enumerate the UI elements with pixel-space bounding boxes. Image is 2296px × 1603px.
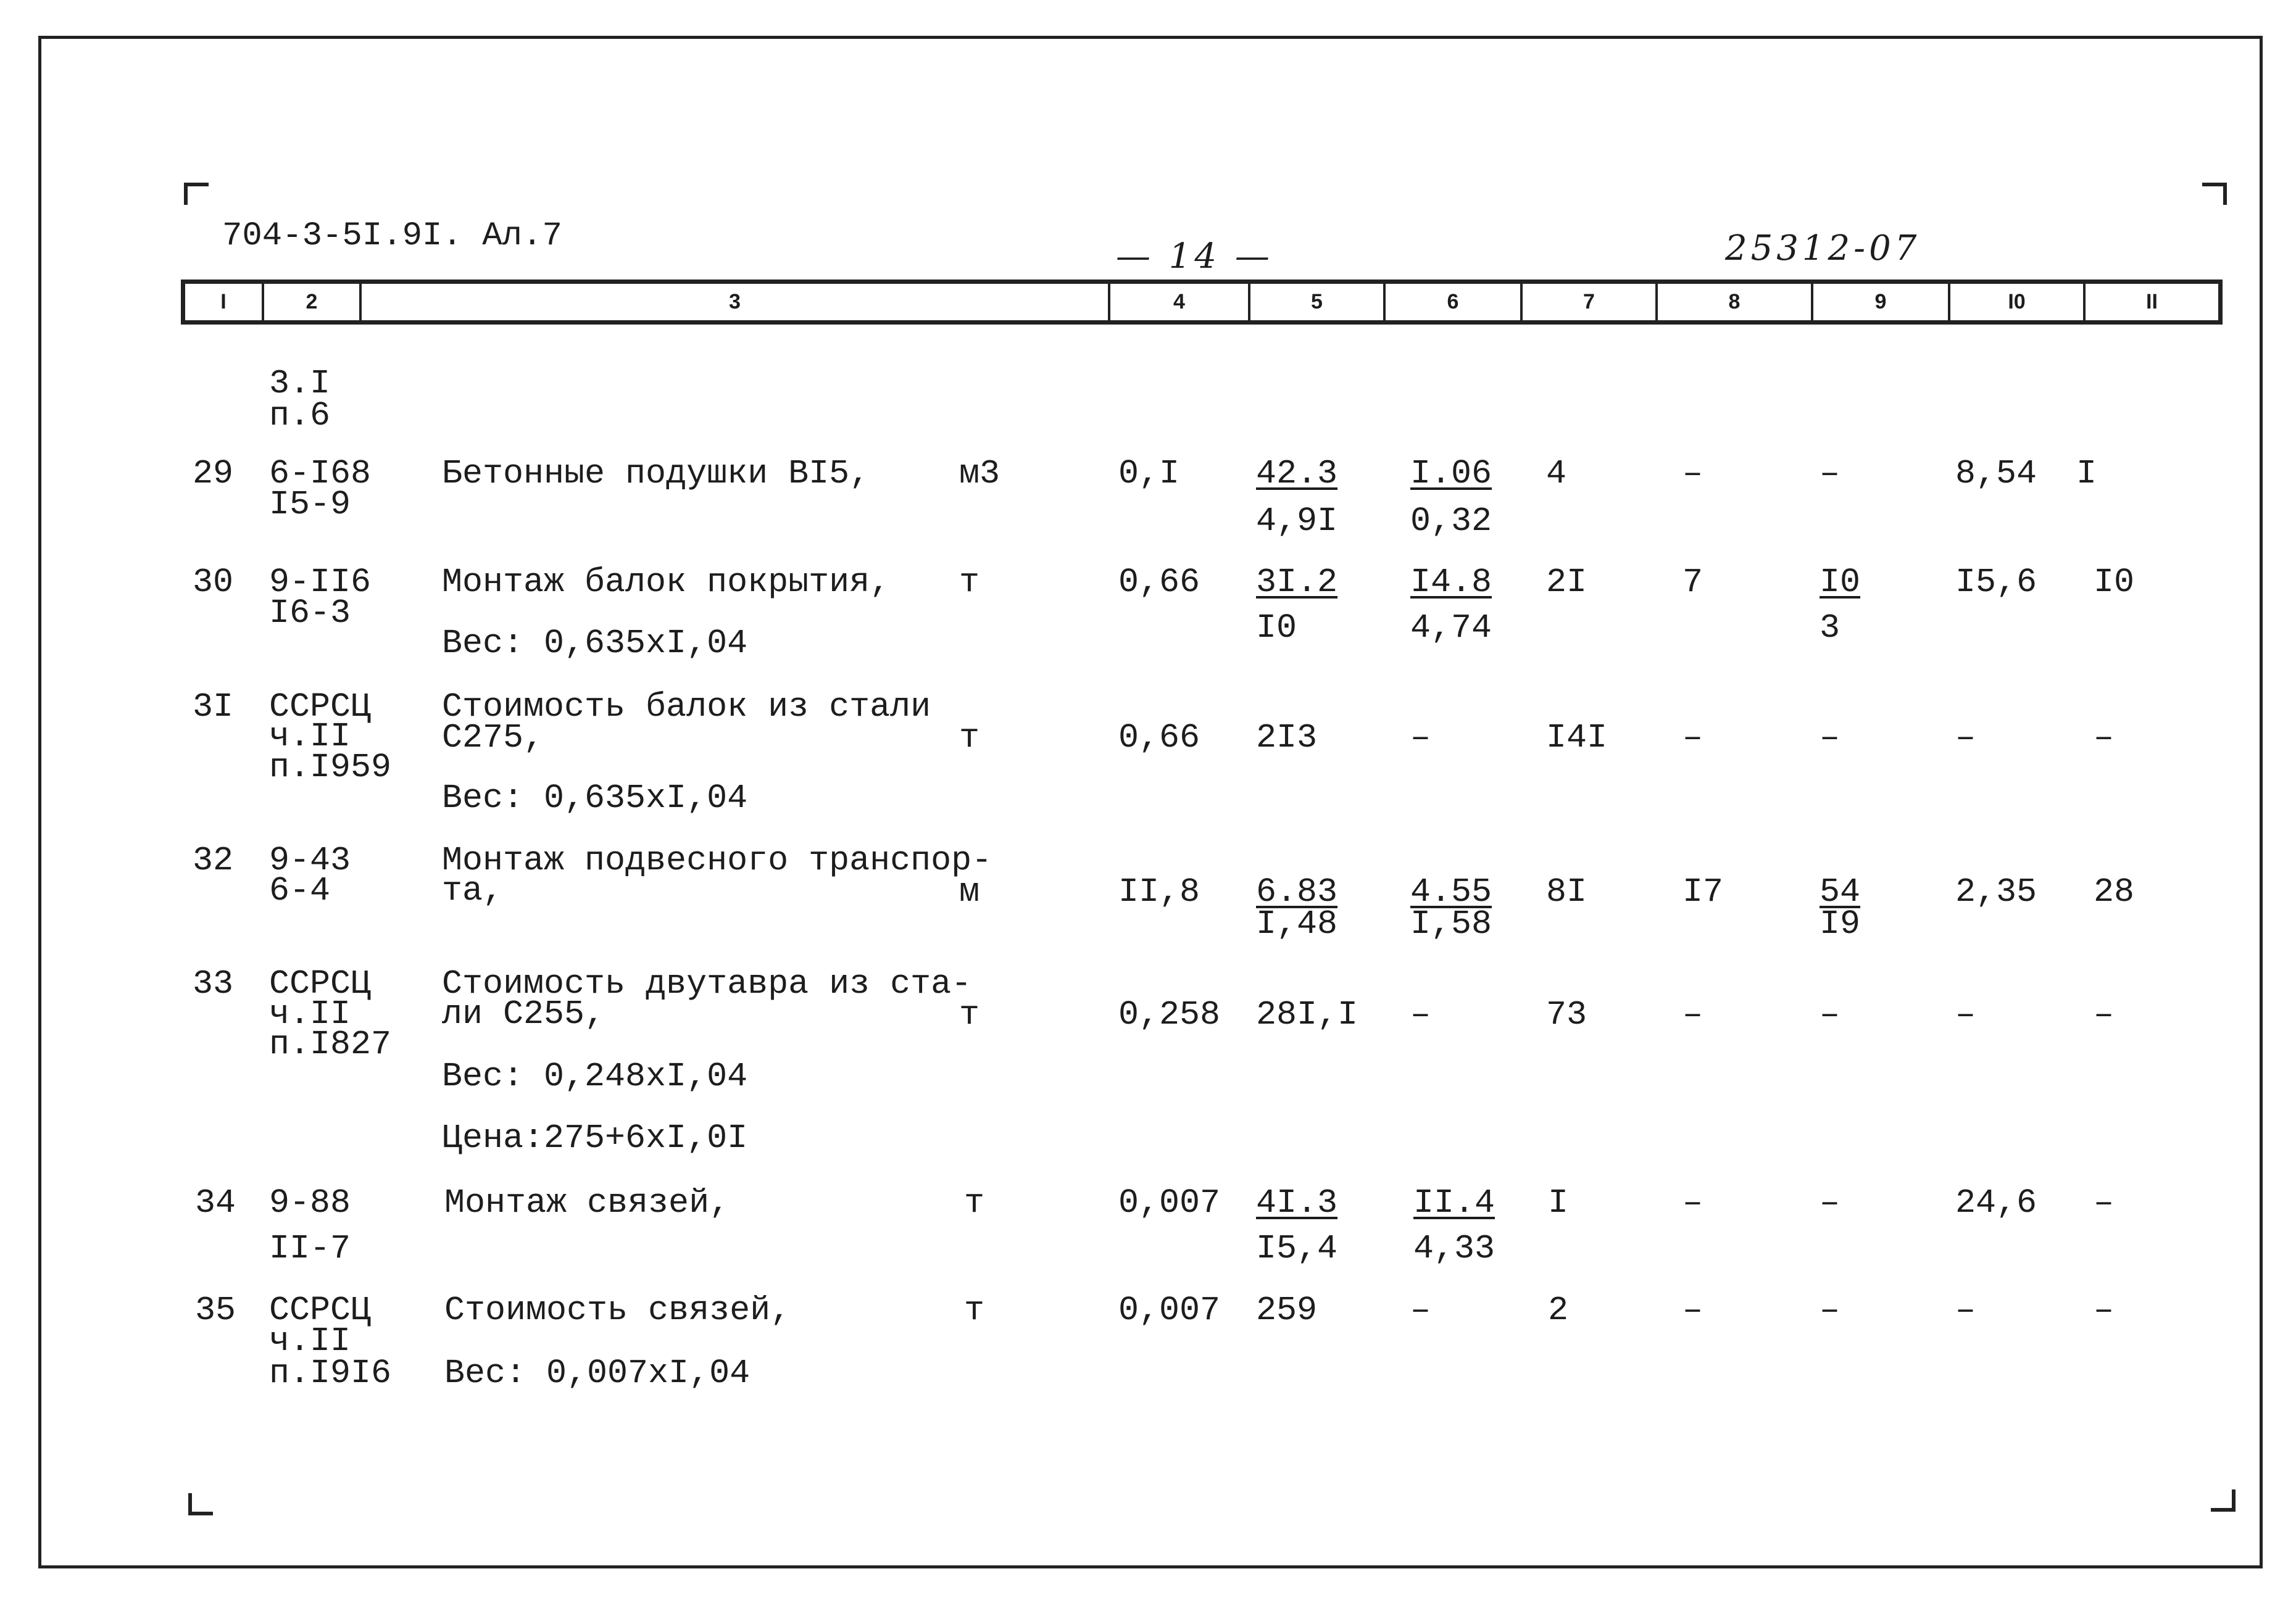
col11-value: 28 [2094,872,2135,911]
row-number: 3I [193,687,234,726]
norm-reference: 3.I [269,364,331,403]
norm-reference: I6-3 [269,594,351,632]
col6-top-value: II.4 [1413,1183,1495,1222]
norm-reference: 9-88 [269,1183,351,1222]
unit: т [959,995,980,1034]
col6-bottom-value: I,58 [1410,905,1492,943]
col5-value: 28I,I [1256,995,1358,1034]
quantity: 0,007 [1118,1291,1221,1330]
work-description: Монтаж балок покрытия, [442,563,891,602]
col5-bottom-value: I0 [1256,608,1297,647]
col11-value: I0 [2094,563,2135,602]
unit: т [964,1291,985,1330]
norm-reference: ч.II [269,995,351,1033]
column-header: 6 [1386,284,1523,320]
col8-value: – [1682,454,1703,493]
column-number-bar [181,280,2223,325]
col6-bottom-value: 4,74 [1410,608,1492,647]
corner-mark-bottom-right [2211,1489,2236,1512]
col8-value: 7 [1682,563,1703,602]
col10-value: I5,6 [1955,563,2037,602]
norm-reference: ССРСЦ [269,964,372,1003]
col5-value: 2I3 [1256,718,1318,757]
col11-value: – [2094,995,2115,1034]
norm-reference: п.I9I6 [269,1354,392,1393]
col6-top-value: 4.55 [1410,872,1492,911]
col10-value: 8,54 [1955,454,2037,493]
col11-value: – [2094,718,2115,757]
norm-reference: п.I827 [269,1025,392,1064]
col7-value: I [1548,1183,1569,1222]
price-note: Цена:275+6xI,0I [442,1119,748,1158]
unit: м3 [959,454,1000,493]
col8-value: I7 [1682,872,1724,911]
work-description: Стоимость балок из стали [442,687,931,726]
col9-value: – [1820,1183,1841,1222]
weight-note: Вес: 0,248xI,04 [442,1057,748,1096]
norm-reference: ч.II [269,717,351,756]
col7-value: 8I [1546,872,1587,911]
column-header: I0 [1950,284,2086,320]
col8-value: – [1682,995,1703,1034]
work-description: С275, [442,718,544,757]
col5-bottom-value: I5,4 [1256,1229,1338,1268]
row-number: 30 [193,563,234,602]
norm-reference: 6-4 [269,871,331,910]
col6-bottom-value: 4,33 [1413,1229,1495,1268]
col8-value: – [1682,1291,1703,1330]
work-description: Монтаж связей, [444,1183,730,1222]
row-number: 34 [195,1183,236,1222]
norm-reference: ч.II [269,1322,351,1361]
quantity: 0,007 [1118,1183,1221,1222]
quantity: 0,66 [1118,718,1200,757]
col11-value: – [2094,1291,2115,1330]
column-header: I [185,284,264,320]
col9-bottom-value: 3 [1820,608,1841,647]
col6-value: – [1410,1291,1431,1330]
col10-value: – [1955,1291,1976,1330]
col5-top-value: 6.83 [1256,872,1338,911]
row-number: 29 [193,454,234,493]
norm-reference: II-7 [269,1229,351,1268]
col8-value: – [1682,1183,1703,1222]
work-description: Монтаж подвесного транспор- [442,841,992,880]
unit: т [959,718,980,757]
column-header: 8 [1658,284,1813,320]
work-description: Стоимость двутавра из ста- [442,964,972,1003]
col9-value: – [1820,454,1841,493]
col10-value: – [1955,718,1976,757]
col10-value: 2,35 [1955,872,2037,911]
norm-reference: 9-II6 [269,563,372,602]
col7-value: 2I [1546,563,1587,602]
col5-value: 259 [1256,1291,1318,1330]
quantity: 0,66 [1118,563,1200,602]
norm-reference: п.I959 [269,748,392,787]
norm-reference: I5-9 [269,485,351,524]
col8-value: – [1682,718,1703,757]
quantity: II,8 [1118,872,1200,911]
quantity: 0,258 [1118,995,1221,1034]
col6-top-value: I4.8 [1410,563,1492,602]
col7-value: 2 [1548,1291,1569,1330]
col11-value: I [2076,454,2097,493]
col5-top-value: 4I.3 [1256,1183,1338,1222]
col10-value: 24,6 [1955,1183,2037,1222]
corner-mark-bottom-left [188,1493,213,1515]
unit: м [959,872,980,911]
work-description: Стоимость связей, [444,1291,791,1330]
norm-reference: ССРСЦ [269,687,372,726]
work-description: Бетонные подушки ВI5, [442,454,870,493]
col5-bottom-value: I,48 [1256,905,1338,943]
col11-value: – [2094,1183,2115,1222]
row-number: 33 [193,964,234,1003]
col5-bottom-value: 4,9I [1256,502,1338,541]
weight-note: Вес: 0,635xI,04 [442,779,748,818]
norm-reference: 6-I68 [269,454,372,493]
column-header: 2 [264,284,362,320]
unit: т [959,563,980,602]
work-description: ли С255, [442,995,605,1033]
weight-note: Вес: 0,007xI,04 [444,1354,751,1393]
col9-value: – [1820,718,1841,757]
norm-reference: ССРСЦ [269,1291,372,1330]
col6-top-value: I.06 [1410,454,1492,493]
quantity: 0,I [1118,454,1180,493]
col5-top-value: 3I.2 [1256,563,1338,602]
col6-value: – [1410,995,1431,1034]
col9-value: – [1820,1291,1841,1330]
col10-value: – [1955,995,1976,1034]
weight-note: Вес: 0,635xI,04 [442,624,748,663]
column-header: 5 [1250,284,1386,320]
column-header: 3 [362,284,1110,320]
work-description: та, [442,871,504,910]
col6-bottom-value: 0,32 [1410,502,1492,541]
unit: т [964,1183,985,1222]
corner-mark-top-left [184,183,209,205]
col9-value: – [1820,995,1841,1034]
archive-number: 25312-07 [1725,228,1921,268]
norm-reference: 9-43 [269,841,351,880]
norm-reference: п.6 [269,396,331,435]
page-number: — 14 — [1116,236,1273,276]
column-header: II [2146,290,2158,313]
col9-top-value: 54 [1820,872,1861,911]
col6-value: – [1410,718,1431,757]
col9-top-value: I0 [1820,563,1861,602]
column-header: 7 [1523,284,1658,320]
column-header: 4 [1110,284,1250,320]
corner-mark-top-right [2202,183,2227,205]
column-header: 9 [1813,284,1950,320]
col7-value: 73 [1546,995,1587,1034]
row-number: 32 [193,841,234,880]
col7-value: 4 [1546,454,1567,493]
col7-value: I4I [1546,718,1608,757]
row-number: 35 [195,1291,236,1330]
col9-bottom-value: I9 [1820,905,1861,943]
col5-top-value: 42.3 [1256,454,1338,493]
document-code: 704-3-5I.9I. Ал.7 [222,217,562,255]
